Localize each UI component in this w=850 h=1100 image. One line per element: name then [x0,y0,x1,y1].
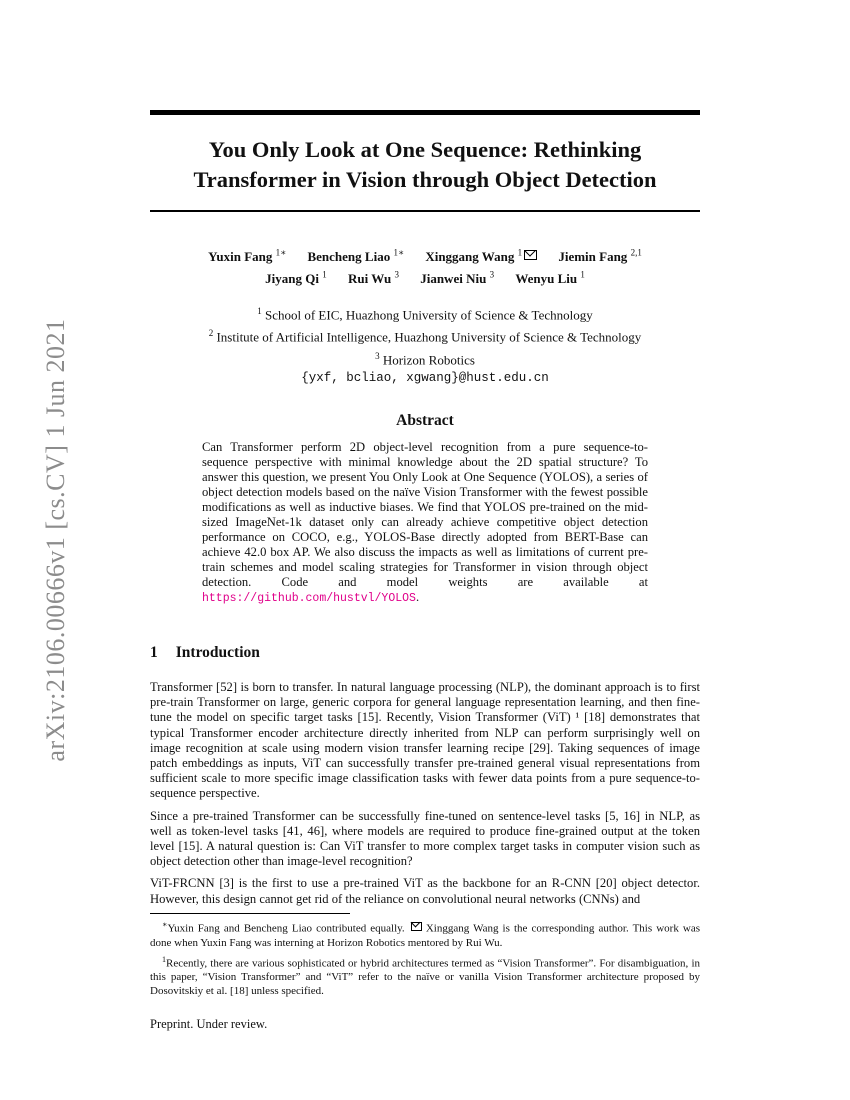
affiliation: $^2$ Institute of Artificial Intelligence, Huazhong University of Science & Technology [208,328,642,345]
envelope-icon [411,922,422,931]
section-number: 1 [150,644,158,661]
code-link[interactable]: https://github.com/hustvl/YOLOS [202,592,416,605]
author: Yuxin Fang $^{1∗}$ [208,248,287,265]
envelope-icon [524,250,537,260]
author-row-2 [150,270,700,287]
affiliation: $^3$ Horizon Robotics [375,350,475,367]
abstract-heading: Abstract [396,412,454,429]
title-top-rule [150,110,700,115]
footnote-rule [150,913,350,914]
footnote: $^1$Recently, there are various sophisticated or hybrid architectures termed as “Vision Transformer”. For disambiguation, in this paper, “Vision Transformer” and “ViT” refer to the naïve or vanilla Vision Transformer architecture proposed by Dosovitskiy et al. [18] unless specified. [150,954,700,998]
author-row-1 [150,248,700,265]
preprint-note: Preprint. Under review. [150,1017,268,1031]
author: Bencheng Liao $^{1∗}$ [307,248,405,265]
footnote: ∗Yuxin Fang and Bencheng Liao contributed equally. Xinggang Wang is the corresponding author. This work was done when Yuxin Fang was interning at Horizon Robotics mentored by Rui Wu. [150,920,701,949]
title-line-1: You Only Look at One Sequence: Rethinking [208,137,642,162]
affiliation: $^1$ School of EIC, Huazhong University of Science & Technology [257,306,593,323]
title-bottom-rule [150,210,700,212]
footnotes [150,918,700,1001]
author: Rui Wu $^3$ [347,270,399,287]
paragraph: Transformer [52] is born to transfer. In natural language processing (NLP), the dominant approach is to first pre-train Transformer on large, generic corpora for general language representation learning, and then fine-tune the model on specific target tasks [15]. Recently, Vision Transformer (ViT) ¹ [18] demonstrates that typical Transformer encoder architecture directly inherited from NLP can perform surprisingly well on image recognition at scale using modern vision transfer learning recipe [29]. Taking sequences of image patch embeddings as inputs, ViT can successfully transfer pre-trained general visual representations from sufficient scale to more specific image classification tasks with fewer data points from a pure sequence-to-sequence perspective. [150,680,700,801]
paragraph: Since a pre-trained Transformer can be successfully fine-tuned on sentence-level tasks [5, 16] in NLP, as well as token-level tasks [41, 46], where models are required to produce fine-grained output at the token level [15]. A natural question is: Can ViT transfer to more complex target tasks in computer vision such as object detection other than image-level recognition? [150,808,700,869]
paper-title [150,135,700,195]
section-title: Introduction [175,644,260,661]
author: Wenyu Liu $^1$ [515,270,585,287]
email-addresses: {yxf, bcliao, xgwang}@hust.edu.cn [301,370,549,385]
author: Jiyang Qi $^1$ [265,270,327,287]
introduction-body [150,680,700,914]
author: Xinggang Wang $^1$ [425,249,537,264]
paragraph: ViT-FRCNN [3] is the first to use a pre-trained ViT as the backbone for an R-CNN [20] object detector. However, this design cannot get rid of the reliance on convolutional neural networks (CNNs) and [150,876,700,906]
author: Jiemin Fang $^{2,1}$ [558,248,642,265]
author: Jianwei Niu $^3$ [420,270,495,287]
abstract-body: Can Transformer perform 2D object-level recognition from a pure sequence-to-sequence perspective with minimal knowledge about the 2D spatial structure? To answer this question, we present You Only Look at One Sequence (YOLOS), a series of object detection models based on the naïve Vision Transformer with the fewest possible modifications as well as inductive biases. We find that YOLOS pre-trained on the mid-sized ImageNet-1k dataset only can already achieve competitive object detection performance on COCO, e.g., YOLOS-Base directly adopted from BERT-Base can achieve 42.0 box AP. We also discuss the impacts as well as limitations of current pre-train schemes and model scaling strategies for Transformer in vision through object detection. Code and model weights are available at https://github.com/hustvl/YOLOS. [202,440,648,605]
section-heading [150,644,260,662]
arxiv-stamp-text: arXiv:2106.00666v1 [cs.CV] 1 Jun 2021 [41,318,70,762]
abstract-text: Can Transformer perform 2D object-level recognition from a pure sequence-to-sequence perspective with minimal knowledge about the 2D spatial structure? To answer this question, we present You Only Look at One Sequence (YOLOS), a series of object detection models based on the naïve Vision Transformer with the fewest possible modifications as well as inductive biases. We find that YOLOS pre-trained on the mid-sized ImageNet-1k dataset only can already achieve competitive object detection performance on COCO, e.g., YOLOS-Base directly adopted from BERT-Base can achieve 42.0 box AP. We also discuss the impacts as well as limitations of current pre-train schemes and model scaling strategies for Transformer in vision through object detection. Code and model weights are available at [202,440,648,589]
affiliations [150,302,700,387]
title-line-2: Transformer in Vision through Object Detection [193,167,657,192]
